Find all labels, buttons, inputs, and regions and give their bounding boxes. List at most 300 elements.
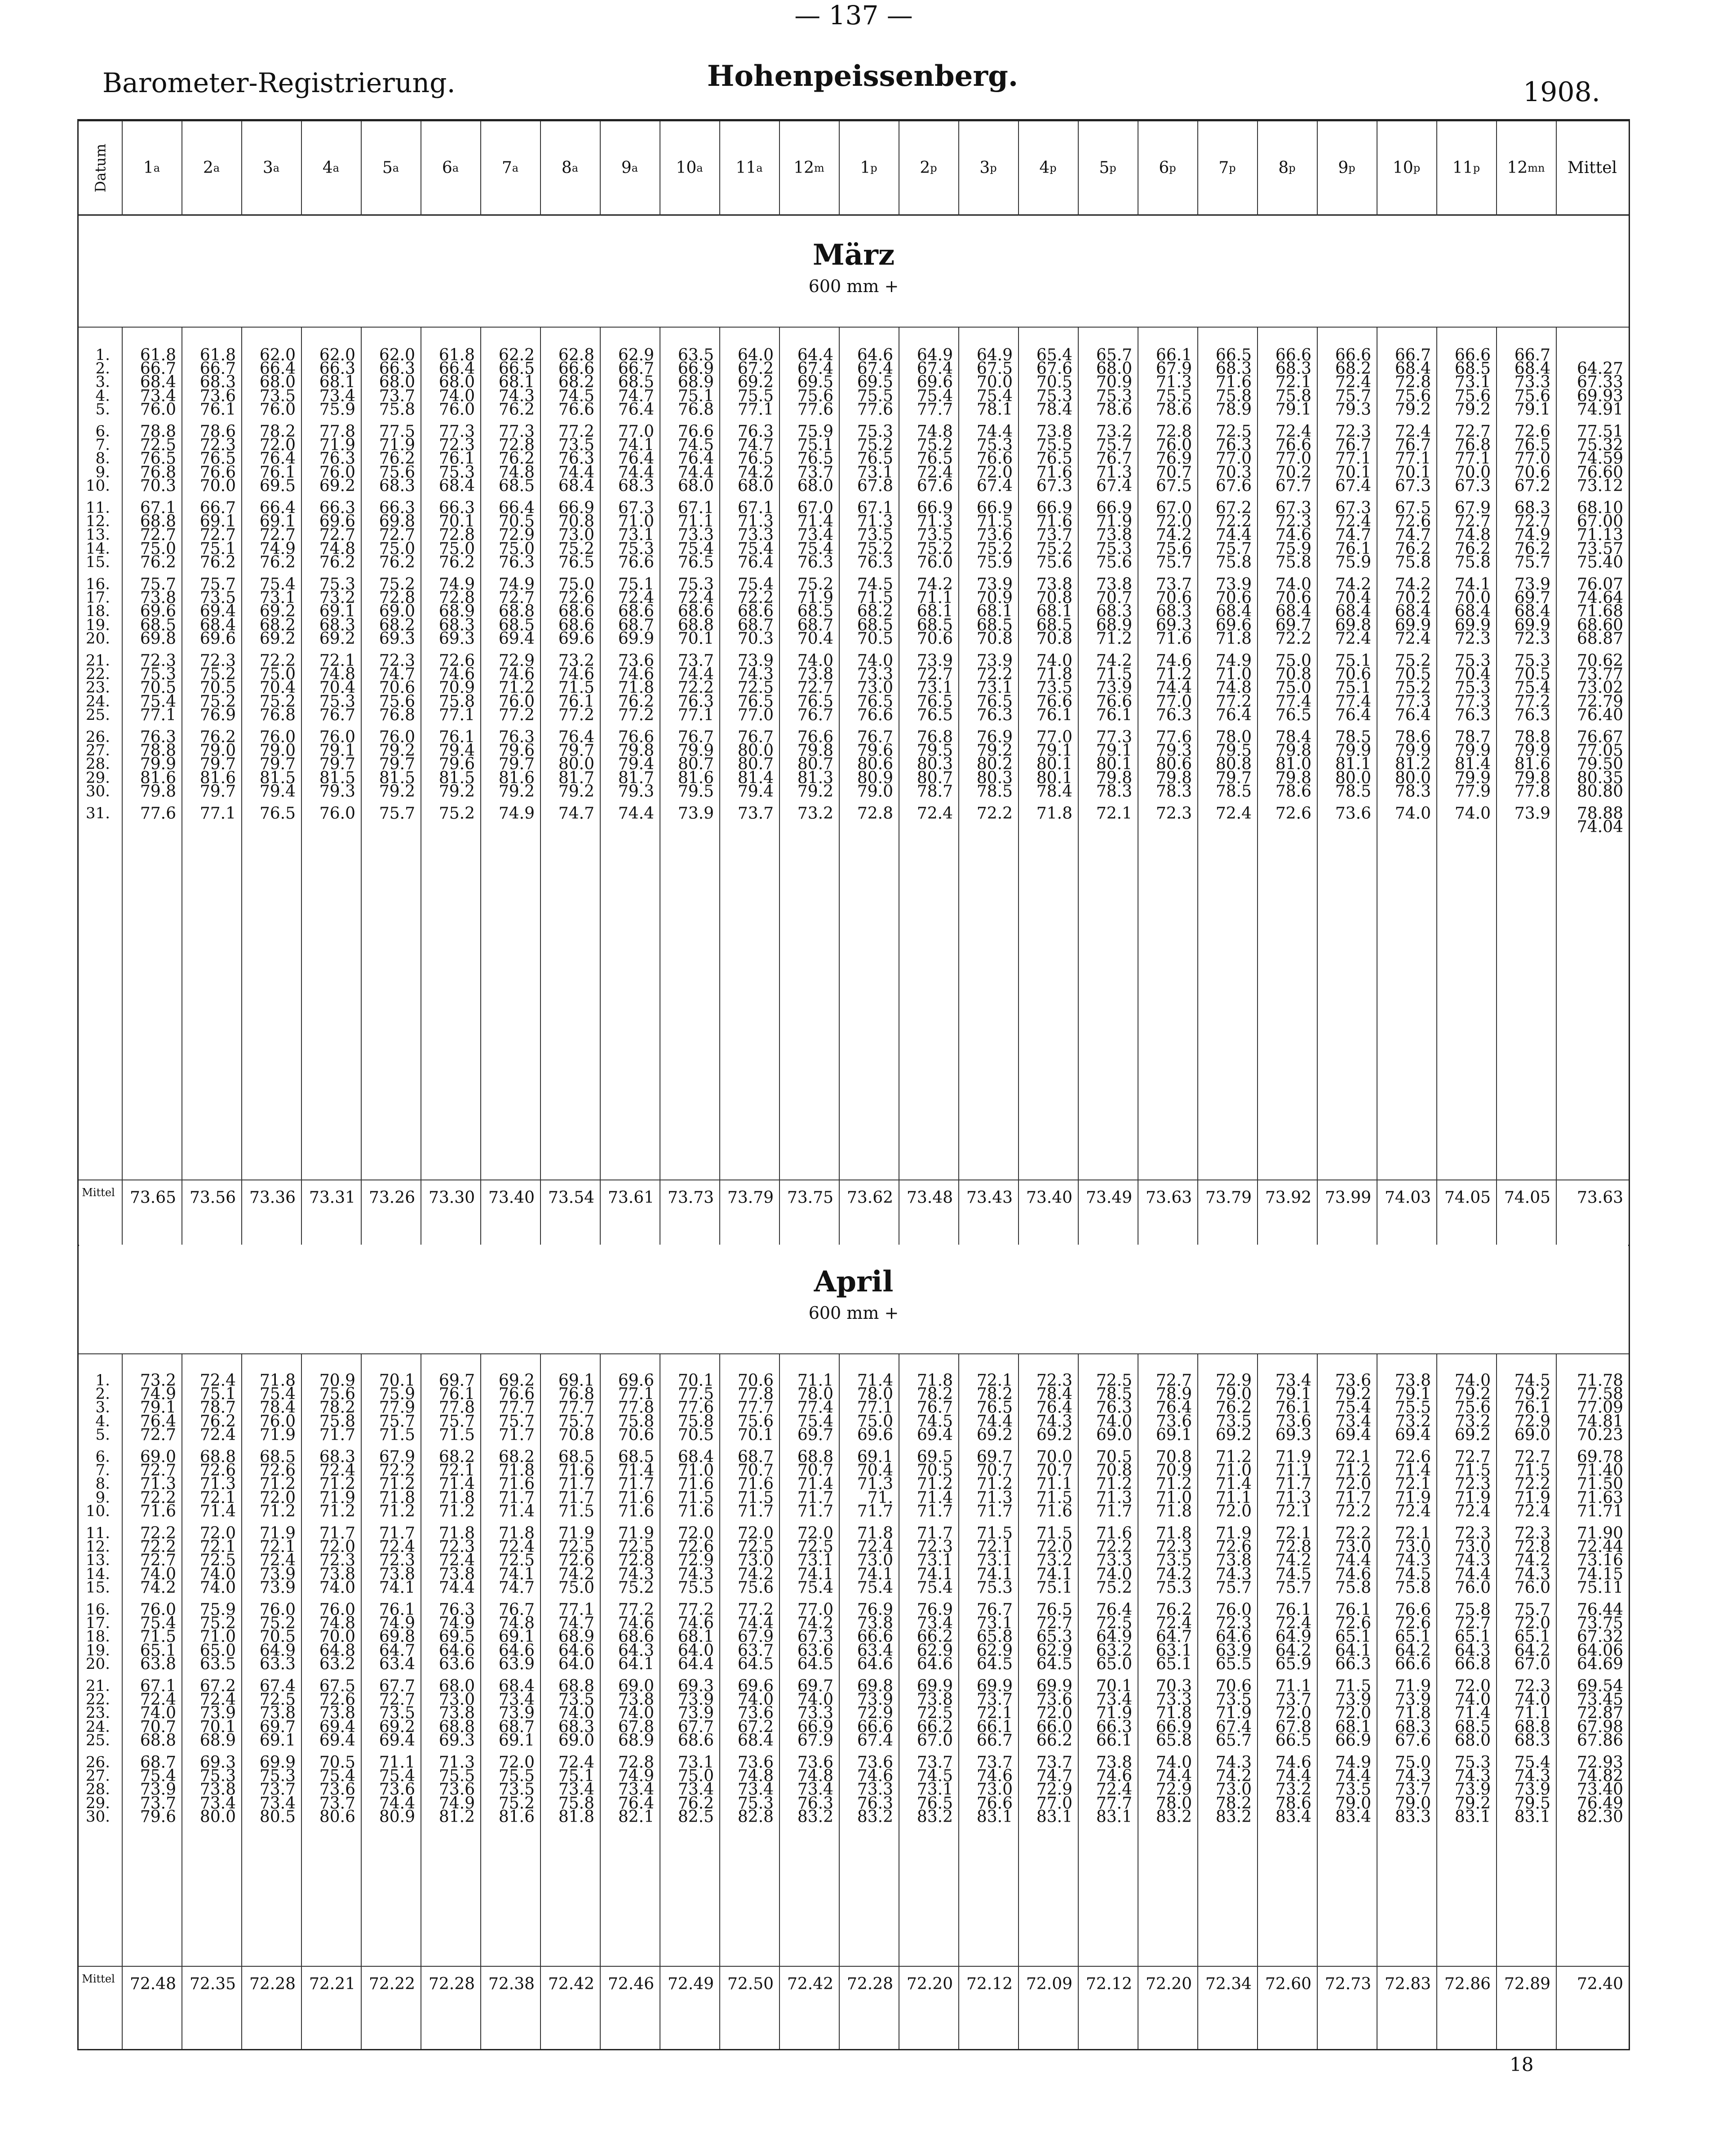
table-cell: 75.6 [797,386,833,405]
table-cell: 64.2 [1275,1641,1311,1660]
table-cell: 66.6 [558,359,594,378]
table-cell: 69.6 [917,373,953,392]
table-cell: 67.2 [1514,476,1550,495]
table-cell: 77.0 [1275,449,1311,468]
table-cell: 73.7 [797,463,833,482]
table-cell: 77.5 [678,1385,714,1404]
table-cell: 77.2 [737,1601,774,1619]
table-cell: 72.4 [379,1538,415,1557]
table-cell: 69.1 [857,1448,893,1466]
monthly-mean-cell: 72.12 [1085,1975,1132,1993]
table-cell: 75.6 [737,1578,774,1597]
table-cell: 81.3 [797,768,833,787]
table-cell: 73.7 [737,804,774,823]
table-cell: 73.6 [1335,1371,1371,1390]
table-cell: 75.6 [737,1412,774,1431]
table-cell: 73.5 [1335,1780,1371,1799]
table-cell: 65.8 [1156,1731,1192,1750]
table-cell: 72.0 [259,1488,296,1507]
table-cell: 72.3 [319,1551,355,1570]
table-cell: 71.2 [259,1475,296,1494]
table-cell: 74.5 [857,575,893,594]
table-cell: 71.6 [1036,512,1072,531]
table-cell: 79.5 [678,782,714,801]
table-cell: 66.8 [1454,1654,1491,1673]
table-cell: 72.9 [498,652,535,670]
table-cell: 77.6 [140,804,176,823]
table-cell: 74.2 [1395,575,1431,594]
table-cell: 72.4 [1335,512,1371,531]
day-label: 12. [85,1538,110,1556]
table-cell: 76.5 [140,449,176,468]
table-cell: 73.8 [140,589,176,608]
table-cell: 72.9 [857,1704,893,1723]
table-cell: 64.4 [797,346,833,364]
table-cell: 76.2 [199,728,236,746]
table-cell: 75.2 [917,539,953,558]
table-cell: 77.7 [1096,1794,1132,1813]
table-cell: 73.8 [438,1565,475,1583]
table-cell: 73.8 [917,1690,953,1709]
table-cell: 69.2 [976,1425,1013,1444]
table-cell: 73.3 [678,526,714,545]
table-cell: 76.6 [857,705,893,724]
table-cell: 76.2 [379,553,415,572]
table-cell: 73.3 [1096,1551,1132,1570]
table-cell: 73.4 [558,1780,594,1799]
day-label: 25. [85,705,110,724]
table-cell: 73.4 [140,386,176,405]
table-cell: 75.0 [1395,1753,1431,1772]
monthly-mean-cell: 72.38 [488,1975,535,1993]
table-cell: 83.1 [1514,1807,1550,1826]
table-cell: 72.4 [1514,1502,1550,1521]
table-cell: 79.6 [438,755,475,774]
table-cell: 74.5 [1514,1371,1550,1390]
table-cell: 76.5 [678,553,714,572]
table-cell: 71.6 [498,1475,535,1494]
table-cell: 67.0 [1156,499,1192,517]
table-cell: 64.1 [1335,1641,1371,1660]
day-label: 13. [85,1551,110,1570]
table-cell: 68.1 [678,1627,714,1646]
table-cell: 73.9 [737,652,774,670]
table-cell: 73.1 [976,1614,1013,1633]
table-cell: 65.7 [1215,1731,1252,1750]
table-cell: 67.9 [1156,359,1192,378]
day-label: 14. [85,539,110,558]
day-label: 14. [85,1565,110,1583]
table-cell: 66.9 [797,1717,833,1736]
table-cell: 69.6 [857,1425,893,1444]
mittel-label: Mittel [82,1973,115,1985]
table-cell: 68.5 [618,373,654,392]
daily-mean-cell: 77.58 [1577,1385,1623,1404]
table-cell: 79.1 [1275,400,1311,419]
table-cell: 74.3 [1514,1767,1550,1786]
table-cell: 75.2 [199,1614,236,1633]
table-cell: 75.2 [917,436,953,455]
table-cell: 77.4 [1335,692,1371,711]
table-cell: 74.2 [1156,1565,1192,1583]
table-cell: 73.5 [917,526,953,545]
table-cell: 73.4 [319,386,355,405]
table-cell: 73.8 [438,1704,475,1723]
table-cell: 73.8 [1096,1753,1132,1772]
table-cell: 73.0 [857,1551,893,1570]
table-cell: 75.4 [797,539,833,558]
table-cell: 70.8 [558,1425,594,1444]
daily-mean-cell: 74.59 [1577,449,1623,468]
table-cell: 72.5 [259,1690,296,1709]
table-cell: 71.2 [1096,1475,1132,1494]
table-cell: 72.6 [678,1538,714,1557]
table-cell: 71.4 [199,1502,236,1521]
table-cell: 71.9 [797,589,833,608]
table-cell: 75.1 [797,436,833,455]
table-cell: 63.4 [857,1641,893,1660]
table-cell: 64.9 [259,1641,296,1660]
table-cell: 76.3 [1454,705,1491,724]
table-cell: 69.8 [140,629,176,648]
datum-label: Datum [92,143,109,192]
table-cell: 66.9 [1156,1717,1192,1736]
table-cell: 66.7 [1514,346,1550,364]
table-cell: 71.7 [737,1502,774,1521]
table-cell: 74.5 [1395,1565,1431,1583]
table-cell: 73.0 [857,678,893,697]
table-cell: 68.5 [1454,1717,1491,1736]
table-cell: 72.3 [1156,804,1192,823]
table-cell: 72.4 [199,1425,236,1444]
table-cell: 83.2 [917,1807,953,1826]
table-cell: 70.6 [1215,1677,1252,1695]
table-cell: 71.3 [737,512,774,531]
table-cell: 64.6 [1215,1627,1252,1646]
monthly-mean-cell: 72.21 [309,1975,355,1993]
table-cell: 69.8 [379,512,415,531]
day-label: 13. [85,526,110,544]
table-cell: 82.1 [618,1807,654,1826]
table-cell: 71.9 [319,436,355,455]
table-cell: 71.1 [917,589,953,608]
table-cell: 68.5 [976,616,1013,634]
table-cell: 75.6 [1395,386,1431,405]
table-cell: 73.5 [1036,678,1072,697]
table-cell: 70.1 [438,512,475,531]
month-unit: 600 mm + [808,276,899,296]
table-cell: 71.3 [1275,1488,1311,1507]
table-cell: 81.6 [140,768,176,787]
daily-mean-cell: 73.40 [1577,1780,1623,1799]
table-cell: 74.6 [1096,1767,1132,1786]
table-cell: 79.9 [140,755,176,774]
daily-mean-cell: 64.27 [1577,359,1623,378]
table-cell: 62.2 [498,346,535,364]
daily-mean-cell: 76.60 [1577,463,1623,482]
table-cell: 71.7 [797,1502,833,1521]
table-cell: 74.0 [140,1565,176,1583]
table-cell: 67.5 [1395,499,1431,517]
table-cell: 64.9 [1096,1627,1132,1646]
table-cell: 67.5 [319,1677,355,1695]
table-cell: 75.3 [259,1767,296,1786]
table-cell: 66.1 [1156,346,1192,364]
table-cell: 71.0 [1215,665,1252,684]
table-cell: 77.2 [558,705,594,724]
table-cell: 71.2 [1335,1461,1371,1480]
table-cell: 73.8 [1215,1551,1252,1570]
table-cell: 73.4 [259,1794,296,1813]
table-cell: 68.5 [498,476,535,495]
monthly-mean-cell: 73.62 [846,1188,893,1207]
table-cell: 68.9 [678,373,714,392]
table-cell: 73.9 [917,652,953,670]
table-cell: 75.0 [259,665,296,684]
table-cell: 73.1 [976,1551,1013,1570]
table-cell: 77.1 [618,1385,654,1404]
day-label: 29. [85,768,110,787]
daily-mean-cell: 67.33 [1577,373,1623,392]
table-cell: 72.2 [259,652,296,670]
day-label: 23. [85,1704,110,1722]
table-cell: 81.7 [618,768,654,787]
table-cell: 69.6 [140,602,176,621]
day-label: 3. [95,1398,110,1417]
table-cell: 72.2 [1335,1502,1371,1521]
table-cell: 75.5 [678,1578,714,1597]
table-cell: 68.5 [259,1448,296,1466]
table-cell: 69.6 [1215,616,1252,634]
table-cell: 74.3 [1454,1767,1491,1786]
table-cell: 74.8 [498,1614,535,1633]
daily-mean-cell: 73.12 [1577,476,1623,495]
daily-mean-cell: 76.40 [1577,705,1623,724]
daily-mean-cell: 77.05 [1577,741,1623,760]
table-cell: 71.1 [1036,1475,1072,1494]
table-cell: 76.7 [319,705,355,724]
table-cell: 64.6 [438,1641,475,1660]
table-cell: 67.2 [1215,499,1252,517]
table-cell: 77.1 [140,705,176,724]
table-cell: 76.0 [140,400,176,419]
table-cell: 66.1 [1096,1731,1132,1750]
table-cell: 77.0 [1156,692,1192,711]
table-cell: 72.3 [1335,422,1371,441]
table-cell: 67.1 [140,1677,176,1695]
table-cell: 72.6 [199,1461,236,1480]
table-cell: 74.3 [1215,1565,1252,1583]
table-cell: 76.9 [199,705,236,724]
table-cell: 67.2 [737,1717,774,1736]
day-label: 26. [85,728,110,746]
table-cell: 76.2 [498,449,535,468]
table-cell: 80.0 [1335,768,1371,787]
table-cell: 69.1 [319,602,355,621]
table-cell: 76.5 [1036,449,1072,468]
table-cell: 70.6 [618,1425,654,1444]
table-cell: 80.7 [917,768,953,787]
table-cell: 69.1 [259,512,296,531]
monthly-mean-cell: 73.73 [667,1188,714,1207]
table-cell: 73.8 [259,1704,296,1723]
table-cell: 74.4 [1335,1767,1371,1786]
table-cell: 72.8 [857,804,893,823]
daily-mean-cell: 71.63 [1577,1488,1623,1507]
table-cell: 77.1 [678,705,714,724]
table-cell: 68.8 [797,1448,833,1466]
table-cell: 64.0 [737,346,774,364]
table-cell: 81.5 [379,768,415,787]
table-cell: 73.5 [1215,1412,1252,1431]
table-cell: 72.4 [1395,1502,1431,1521]
table-cell: 73.8 [1096,526,1132,545]
table-cell: 73.0 [1335,1538,1371,1557]
table-cell: 75.0 [379,539,415,558]
table-cell: 79.1 [1514,400,1550,419]
table-cell: 81.6 [498,1807,535,1826]
table-cell: 72.4 [438,1551,475,1570]
table-cell: 79.3 [319,782,355,801]
table-cell: 74.8 [1454,526,1491,545]
table-cell: 68.4 [1395,602,1431,621]
table-cell: 75.4 [976,386,1013,405]
daily-mean-cell: 75.32 [1577,436,1623,455]
table-cell: 76.3 [498,553,535,572]
day-label: 6. [95,1448,110,1466]
table-cell: 74.4 [976,1412,1013,1431]
table-cell: 63.6 [797,1641,833,1660]
table-cell: 76.8 [678,400,714,419]
table-cell: 75.8 [1454,1601,1491,1619]
table-cell: 67.0 [797,499,833,517]
table-cell: 68.2 [438,1448,475,1466]
table-cell: 83.1 [1036,1807,1072,1826]
table-cell: 74.1 [1036,1565,1072,1583]
table-cell: 70.5 [319,1753,355,1772]
table-cell: 72.6 [1275,804,1311,823]
table-cell: 73.7 [1275,1690,1311,1709]
table-cell: 72.0 [1036,1704,1072,1723]
table-cell: 73.8 [1036,422,1072,441]
monthly-mean-cell: 73.63 [1577,1188,1623,1207]
table-cell: 77.0 [618,422,654,441]
table-cell: 74.0 [737,1690,774,1709]
table-cell: 80.7 [737,755,774,774]
table-cell: 75.2 [857,436,893,455]
table-cell: 74.9 [140,1385,176,1404]
table-cell: 67.4 [1335,476,1371,495]
table-cell: 72.5 [199,1551,236,1570]
table-cell: 80.9 [379,1807,415,1826]
table-cell: 71.4 [498,1502,535,1521]
table-cell: 75.7 [1215,1578,1252,1597]
column-header: 7 a [501,159,519,177]
table-cell: 74.4 [1275,1767,1311,1786]
monthly-mean-cell: 73.30 [428,1188,475,1207]
table-cell: 71.7 [976,1502,1013,1521]
daily-mean-cell: 71.13 [1577,526,1623,545]
table-cell: 73.6 [1275,1412,1311,1431]
table-cell: 72.3 [1215,1614,1252,1633]
table-cell: 66.3 [379,359,415,378]
table-cell: 75.8 [1395,553,1431,572]
monthly-mean-cell: 72.40 [1577,1975,1623,1993]
table-cell: 74.0 [857,652,893,670]
table-cell: 73.9 [678,1690,714,1709]
table-cell: 76.0 [1514,1578,1550,1597]
day-label: 2. [95,359,110,378]
table-cell: 77.8 [618,1398,654,1417]
table-cell: 71.8 [1156,1704,1192,1723]
table-cell: 81.2 [1395,755,1431,774]
table-cell: 73.0 [1395,1538,1431,1557]
table-cell: 74.6 [1335,1565,1371,1583]
table-cell: 67.3 [1335,499,1371,517]
table-cell: 72.4 [1335,373,1371,392]
table-cell: 71.4 [797,512,833,531]
table-cell: 79.0 [1395,1794,1431,1813]
table-cell: 64.6 [857,346,893,364]
table-cell: 72.0 [199,1524,236,1543]
monthly-mean-cell: 73.48 [906,1188,953,1207]
table-cell: 71.7 [797,1488,833,1507]
table-cell: 79.1 [140,1398,176,1417]
table-cell: 77.1 [1335,449,1371,468]
table-cell: 64.6 [857,1654,893,1673]
table-cell: 74.8 [319,665,355,684]
table-cell: 73.7 [976,1753,1013,1772]
table-cell: 74.6 [678,1614,714,1633]
table-cell: 77.6 [678,1398,714,1417]
table-cell: 68.3 [319,616,355,634]
table-cell: 69.1 [1156,1425,1192,1444]
table-cell: 72.3 [1275,512,1311,531]
table-cell: 67.4 [1215,1717,1252,1736]
table-cell: 73.7 [379,386,415,405]
table-cell: 68.3 [379,476,415,495]
table-cell: 71.2 [1156,1475,1192,1494]
table-cell: 68.8 [678,616,714,634]
table-cell: 69.7 [797,1677,833,1695]
table-cell: 76.3 [1514,705,1550,724]
table-cell: 67.4 [797,359,833,378]
table-cell: 75.3 [1454,652,1491,670]
table-cell: 71.1 [379,1753,415,1772]
table-cell: 75.4 [140,1767,176,1786]
table-cell: 75.7 [1156,553,1192,572]
table-cell: 66.5 [1215,346,1252,364]
table-cell: 71.2 [1156,665,1192,684]
table-cell: 69.2 [1454,1425,1491,1444]
table-cell: 76.4 [618,449,654,468]
table-cell: 83.1 [1096,1807,1132,1826]
table-cell: 74.6 [618,665,654,684]
table-cell: 70.8 [1036,589,1072,608]
table-cell: 72.0 [797,1524,833,1543]
table-cell: 73.6 [1036,1690,1072,1709]
table-cell: 64.9 [1275,1627,1311,1646]
table-cell: 74.1 [498,1565,535,1583]
table-cell: 68.7 [737,616,774,634]
table-cell: 66.7 [976,1731,1013,1750]
table-cell: 71.0 [199,1627,236,1646]
table-cell: 75.6 [1454,1398,1491,1417]
table-cell: 70.1 [737,1425,774,1444]
table-cell: 74.9 [1514,526,1550,545]
day-label: 24. [85,692,110,710]
table-cell: 71.6 [618,1488,654,1507]
